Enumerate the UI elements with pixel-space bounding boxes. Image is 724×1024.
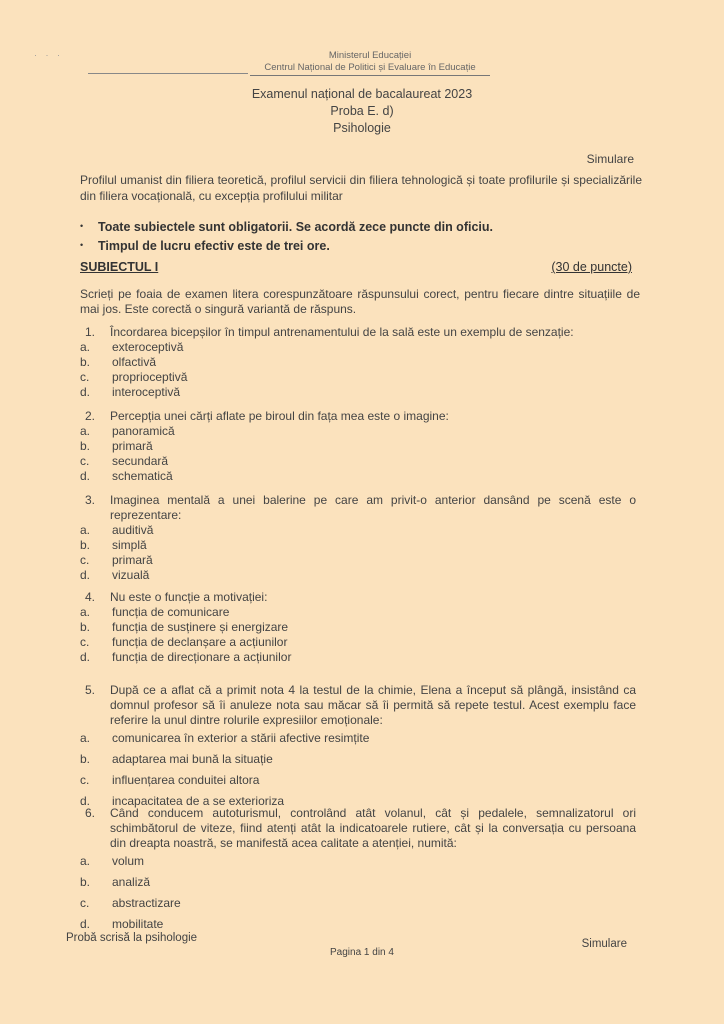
answer-option: b. funcția de susținere și energizare — [80, 620, 289, 634]
question-text: Când conducem autoturismul, controlând atât volanul, cât și pedalele, semnalizatorul ori schimbătorul de viteze, fiind atenți atât la indicatoarele rutiere, cât și la conversația cu persoana din dreapta noastră, se manifestă acea calitate a atenției, numită: — [110, 806, 636, 850]
answer-option: c. funcția de declanșare a acțiunilor — [80, 635, 288, 649]
answer-option: b. adaptarea mai bună la situație — [80, 752, 273, 766]
footer-exam-label: Probă scrisă la psihologie — [66, 932, 198, 944]
answer-option: d. funcția de direcționare a acțiunilor — [80, 650, 292, 664]
answer-option: a. funcția de comunicare — [80, 605, 230, 619]
instructions: Scrieți pe foaia de examen litera corespunzătoare răspunsului corect, pentru fiecare dintre situațiile de mai jos. Este corectă o singură variantă de răspuns. — [80, 287, 640, 316]
answer-option: c. primară — [80, 553, 153, 567]
simulare-label: Simulare — [586, 152, 634, 166]
question-6 — [80, 806, 636, 935]
answer-option: d. schematică — [80, 469, 173, 483]
exam-subject: Psihologie — [333, 121, 391, 135]
subject-title: SUBIECTUL I — [80, 260, 159, 274]
question-text: Imaginea mentală a unei balerine pe care am privit-o anterior dansând pe scenă este o reprezentare: — [110, 493, 636, 522]
exam-proba: Proba E. d) — [330, 104, 394, 118]
question-stem — [80, 493, 636, 523]
question-2 — [80, 409, 636, 484]
question-number: 6. — [85, 806, 96, 820]
answer-option: a. exteroceptivă — [80, 340, 184, 354]
profile-text: Profilul umanist din filiera teoretică, profilul servicii din filiera tehnologică și toate profilurile și specializările din filiera vocațională, cu excepția profilului militar — [80, 173, 642, 203]
question-4 — [80, 590, 636, 665]
rule-item: • Toate subiectele sunt obligatorii. Se acordă zece puncte din oficiu. — [80, 217, 640, 236]
question-number: 3. — [85, 493, 96, 507]
answer-option: a. panoramică — [80, 424, 175, 438]
question-3 — [80, 493, 636, 583]
question-number: 1. — [85, 325, 96, 339]
answer-option: c. secundară — [80, 454, 169, 468]
rules-list — [80, 217, 640, 255]
question-1 — [80, 325, 636, 400]
answer-option: a. volum — [80, 854, 145, 868]
answer-option: a. auditivă — [80, 523, 154, 537]
question-stem — [80, 590, 636, 605]
ministry-header — [250, 50, 490, 76]
question-text: După ce a aflat că a primit nota 4 la testul de la chimie, Elena a început să plângă, insistând ca domnul profesor să îi anuleze nota sau măcar să îi permită să repete testul. Acest exemplu face referire la unul dintre rolurile expresiilor emoționale: — [110, 683, 636, 727]
answer-option: a. comunicarea în exterior a stării afective resimțite — [80, 731, 370, 745]
question-text: Percepția unei cărți aflate pe biroul din fața mea este o imagine: — [110, 409, 449, 423]
answer-option: d. mobilitate — [80, 917, 164, 931]
footer-simulare-label: Simulare — [581, 938, 627, 950]
bullet-icon: • — [80, 221, 84, 231]
bullet-icon: • — [80, 240, 84, 250]
answer-option: b. primară — [80, 439, 153, 453]
question-stem — [80, 325, 636, 340]
question-number: 4. — [85, 590, 96, 604]
question-text: Încordarea bicepșilor în timpul antrenamentului de la sală este un exemplu de senzație: — [110, 325, 574, 339]
subject-points: (30 de puncte) — [551, 260, 632, 274]
exam-heading — [0, 86, 724, 137]
question-5 — [80, 683, 636, 812]
answer-option: b. olfactivă — [80, 355, 157, 369]
exam-title: Examenul național de bacalaureat 2023 — [251, 87, 473, 101]
question-text: Nu este o funcție a motivației: — [110, 590, 268, 604]
scan-marks: · · · — [34, 50, 63, 60]
ministry-name: Ministerul Educației — [328, 50, 412, 61]
answer-option: c. proprioceptivă — [80, 370, 188, 384]
question-number: 2. — [85, 409, 96, 423]
question-stem — [80, 806, 636, 851]
answer-option: d. interoceptivă — [80, 385, 181, 399]
answer-option: c. influențarea conduitei altora — [80, 773, 260, 787]
question-number: 5. — [85, 683, 96, 697]
answer-option: b. analiză — [80, 875, 151, 889]
question-stem — [80, 683, 636, 728]
page-number: Pagina 1 din 4 — [330, 947, 394, 958]
center-name: Centrul Național de Politici și Evaluare în Educație — [250, 62, 490, 76]
answer-option: d. incapacitatea de a se exterioriza — [80, 794, 285, 808]
subject-header — [80, 260, 632, 274]
question-stem — [80, 409, 636, 424]
rule-item: • Timpul de lucru efectiv este de trei ore. — [80, 236, 640, 255]
header-rule — [88, 73, 248, 74]
answer-option: b. simplă — [80, 538, 147, 552]
answer-option: c. abstractizare — [80, 896, 181, 910]
answer-option: d. vizuală — [80, 568, 150, 582]
